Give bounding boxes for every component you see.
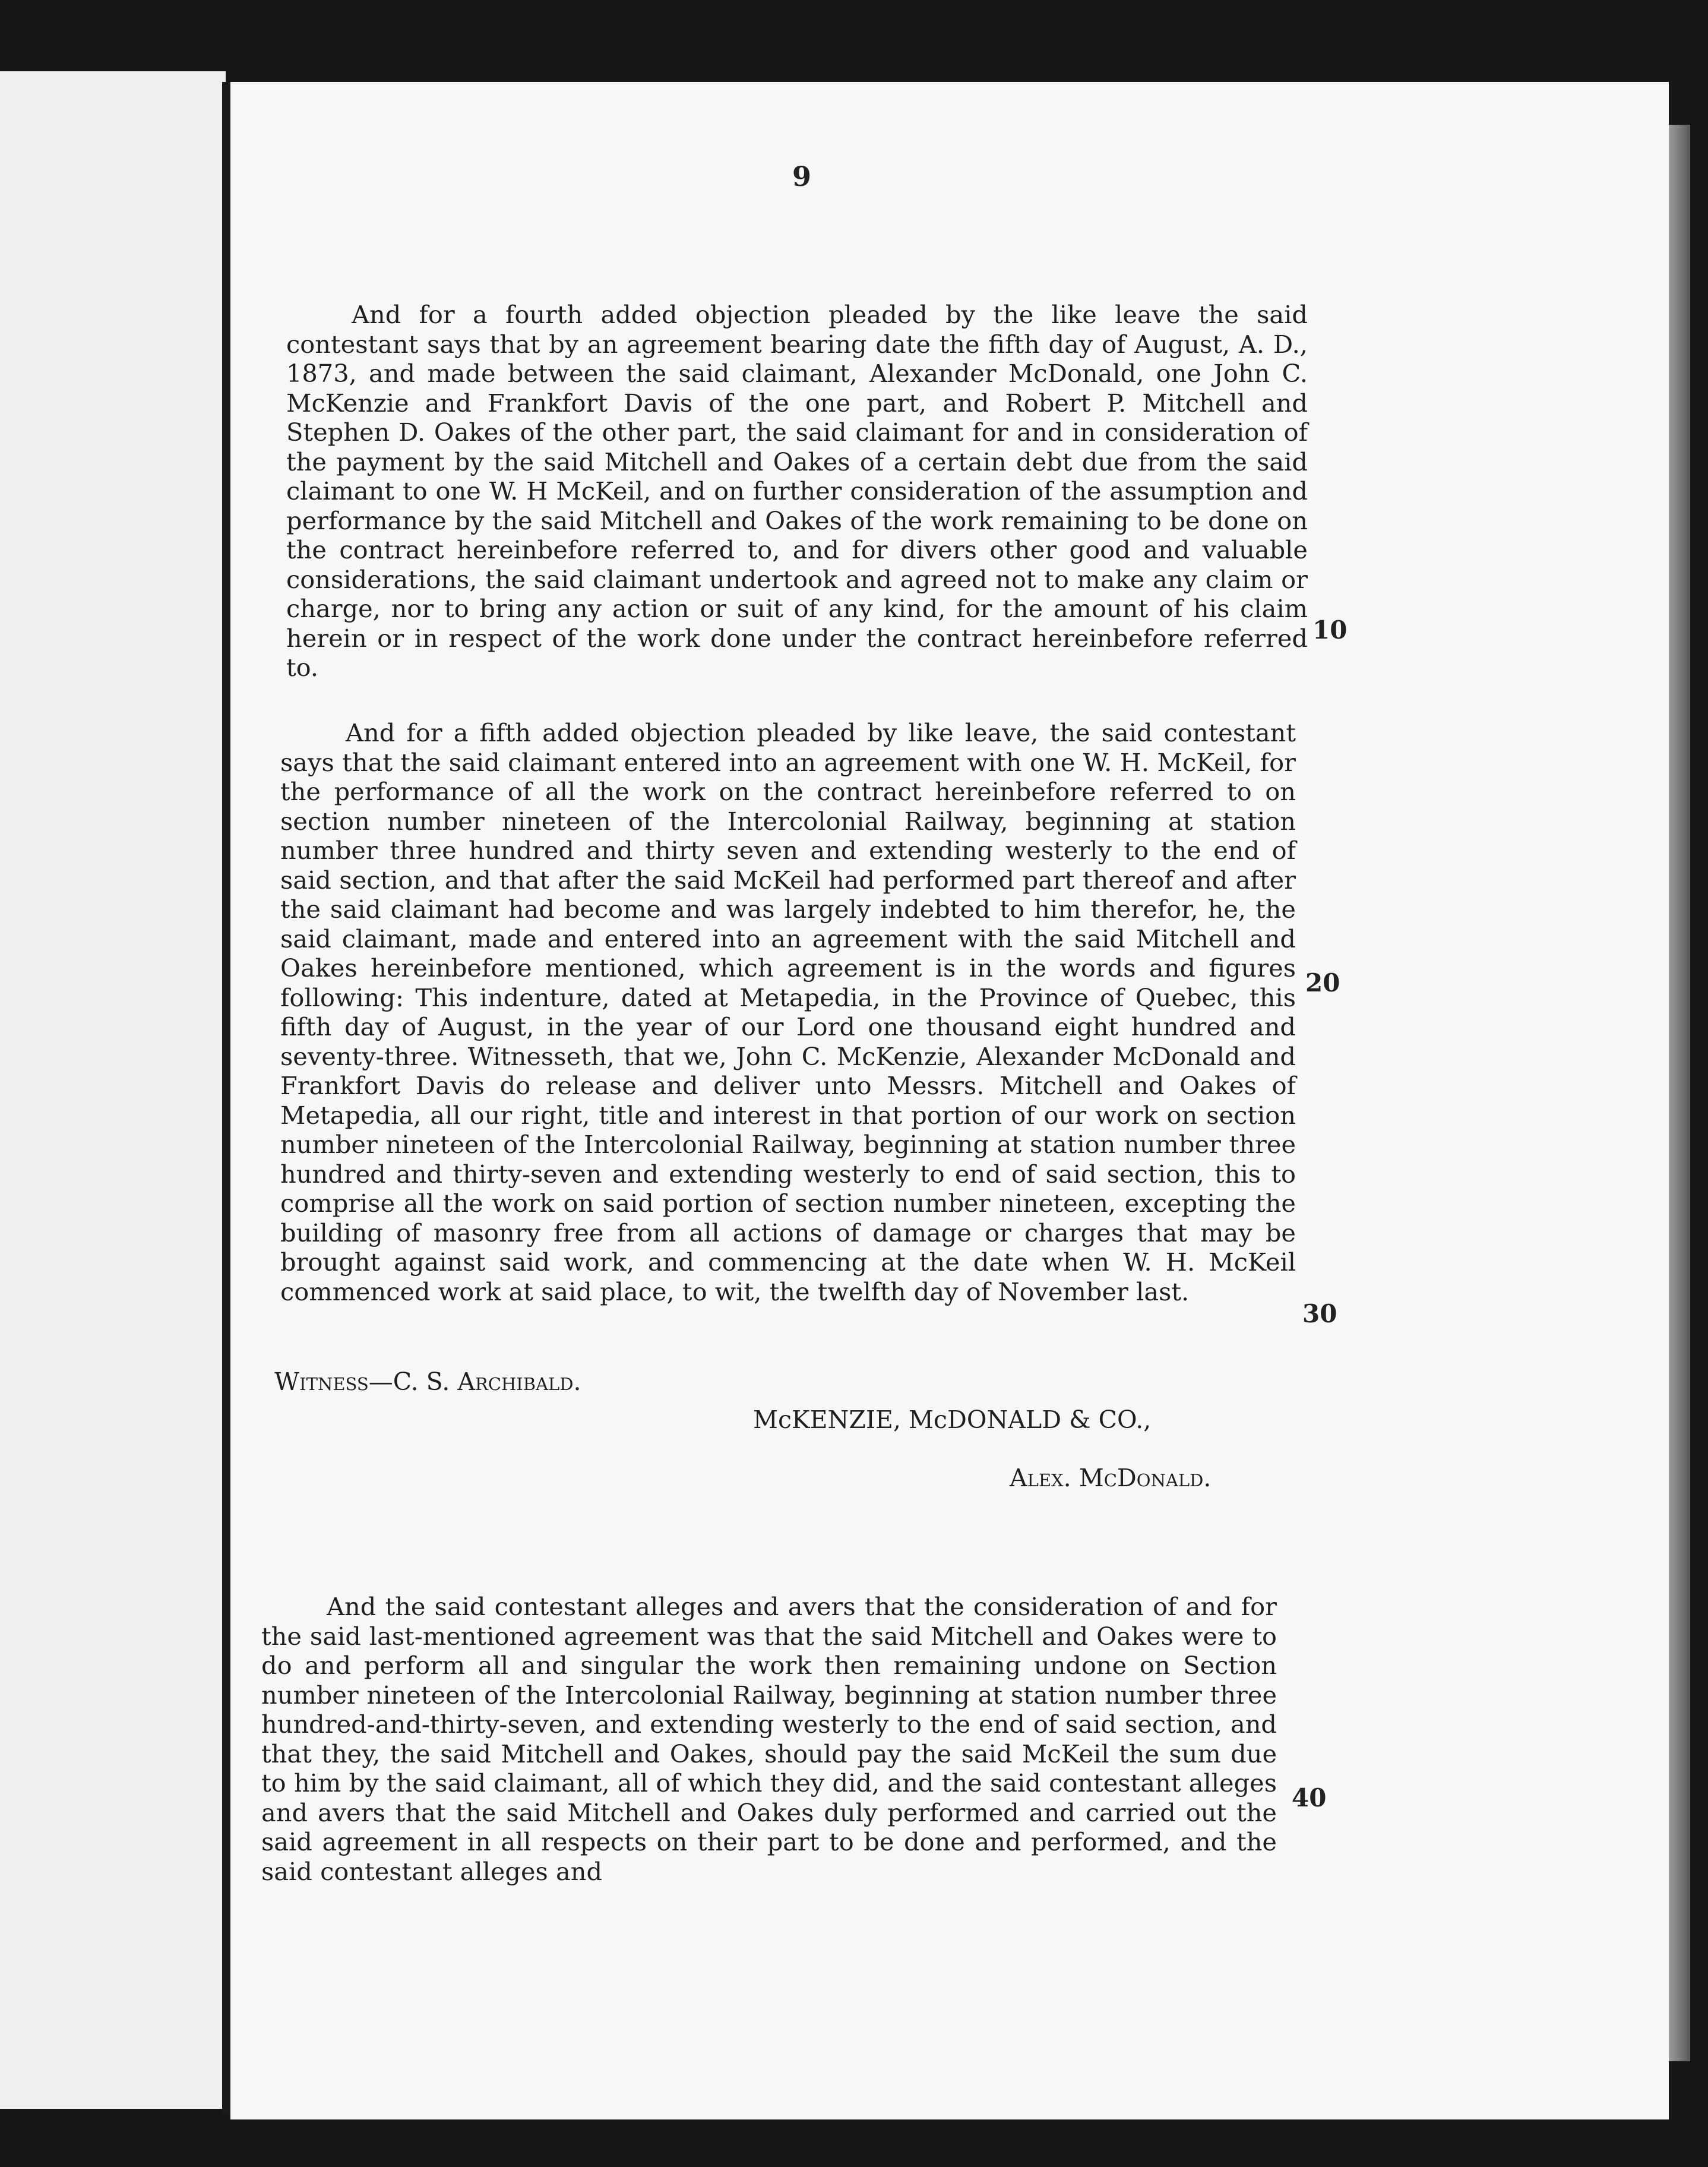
paragraph-allegation: [261, 1592, 1277, 1886]
firm-signature: McKENZIE, McDONALD & CO.,: [753, 1405, 1152, 1434]
line-number-10: 10: [1312, 615, 1348, 645]
page-edge-shadow: [1669, 125, 1690, 2061]
paragraph-text: And for a fourth added objection pleaded by the like leave the said contestant says that by an agreement bearing date the fifth day of August, A. D., 1873, and made between the said claimant, Alexander McDonald, one John C. McKenzie and Frankfort Davis of the one part, and Robert P. Mitchell and Stephen D. Oakes of the other part, the said claimant for and in consideration of the payment by the said Mitchell and Oakes of a certain debt due from the said claimant to one W. H McKeil, and on further consideration of the assumption and performance by the said Mitchell and Oakes of the work remaining to be done on the contract hereinbefore referred to, and for divers other good and valuable considerations, the said claimant undertook and agreed not to make any claim or charge, nor to bring any action or suit of any kind, for the amount of his claim herein or in respect of the work done under the contract hereinbefore referred to.: [286, 300, 1308, 682]
paragraph-text: And the said contestant alleges and avers that the consideration of and for the said last-mentioned agreement was that the said Mitchell and Oakes were to do and perform all and singular the work then remaining undone on Section number nineteen of the Intercolonial Railway, beginning at station number three hundred-and-thirty-seven, and extending westerly to the end of said section, and that they, the said Mitchell and Oakes, should pay the said McKeil the sum due to him by the said claimant, all of which they did, and the said contestant alleges and avers that the said Mitchell and Oakes duly performed and carried out the said agreement in all respects on their part to be done and performed, and the said contestant alleges and: [261, 1592, 1277, 1886]
witness-line: Witness—C. S. Archibald.: [274, 1367, 581, 1396]
paragraph-text: And for a fifth added objection pleaded by like leave, the said contestant says that the said claimant entered into an agreement with one W. H. McKeil, for the performance of all the work on the contract hereinbefore referred to on section number nineteen of the Intercolonial Railway, beginning at station number three hundred and thirty seven and extending westerly to the end of said section, and that after the said McKeil had performed part thereof and after the said claimant had become and was largely indebted to him therefor, he, the said claimant, made and entered into an agreement with the said Mitchell and Oakes hereinbefore mentioned, which agreement is in the words and figures following: This indenture, dated at Metapedia, in the Province of Quebec, this fifth day of August, in the year of our Lord one thousand eight hundred and seventy-three. Witnesseth, that we, John C. McKenzie, Alexander McDonald and Frankfort Davis do release and deliver unto Messrs. Mitchell and Oakes of Metapedia, all our right, title and interest in that portion of our work on section number nineteen of the Intercolonial Railway, beginning at station number three hundred and thirty-seven and extending westerly to end of said section, this to comprise all the work on said portion of section number nineteen, excepting the building of masonry free from all actions of damage or charges that may be brought against said work, and commencing at the date when W. H. McKeil commenced work at said place, to wit, the twelfth day of November last.: [280, 718, 1296, 1306]
paragraph-fifth-objection: [280, 718, 1296, 1306]
line-number-40: 40: [1292, 1783, 1327, 1812]
line-number-20: 20: [1305, 968, 1340, 997]
book-gutter: [222, 82, 230, 2114]
page-number: 9: [792, 160, 811, 192]
individual-signature: Alex. McDonald.: [1010, 1464, 1212, 1492]
left-page-margin: [0, 71, 226, 2109]
line-number-30: 30: [1302, 1299, 1337, 1328]
paragraph-fourth-objection: [286, 300, 1308, 683]
